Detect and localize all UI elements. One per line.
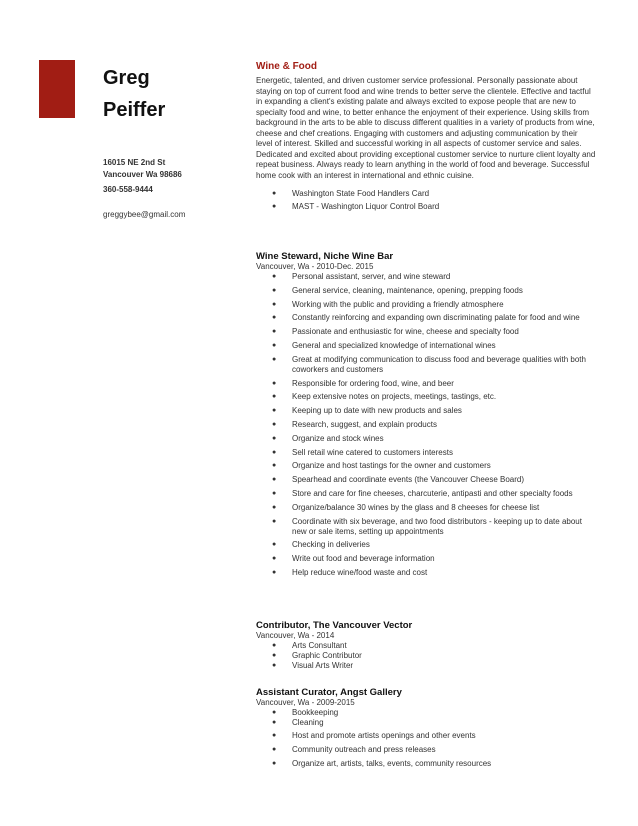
summary-section [256,61,596,215]
candidate-name [103,62,165,126]
list-item: ● Keeping up to date with new products and sales [272,406,462,416]
job-bullets [256,272,596,578]
address [103,157,182,181]
list-item: ● Store and care for fine cheeses, charcuterie, antipasti and other specialty foods [272,488,573,498]
last-name: Peiffer [103,99,166,121]
list-item: ● Help reduce wine/food waste and cost [272,567,428,577]
bullet: ● [272,448,277,456]
list-item: ● Organize/balance 30 wines by the glass and 8 cheeses for cheese list [272,502,540,512]
list-item: ● Passionate and enthusiastic for wine, cheese and specialty food [272,327,519,337]
bullet: ● [272,190,277,197]
email[interactable]: greggybee@gmail.com [103,210,186,219]
bullet: ● [272,407,277,415]
bullet: ● [272,489,277,497]
list-item: ● Graphic Contributor [272,651,362,660]
list-item: ● Personal assistant, server, and wine steward [272,272,451,281]
list-item: ● Sell retail wine catered to customers interests [272,447,453,457]
bullet: ● [272,759,277,767]
list-item: ● Host and promote artists openings and other events [272,731,476,740]
list-item: ● Cleaning [272,718,324,727]
bullet: ● [272,503,277,511]
job-meta: Vancouver, Wa - 2010-Dec. 2015 [256,262,374,271]
bullet: ● [272,328,277,336]
job-title: Assistant Curator, Angst Gallery [256,687,402,698]
bullet: ● [272,341,277,349]
bullet: ● [272,393,277,401]
list-item: ● Community outreach and press releases [272,744,436,754]
bullet: ● [272,732,277,739]
address-line-2: Vancouver Wa 98686 [103,170,182,179]
list-item: ● Organize and host tastings for the owner and customers [272,461,491,471]
job-bullets-tight [256,708,596,728]
list-item: ● Spearhead and coordinate events (the Vancouver Cheese Board) [272,475,525,485]
job-assistant-curator [256,687,596,772]
list-item: ● Organize art, artists, talks, events, community resources [272,758,492,768]
list-item: ● Arts Consultant [272,641,347,650]
bullet: ● [272,462,277,470]
phone: 360-558-9444 [103,185,153,194]
job-bullets [256,731,596,769]
bullet: ● [272,300,277,308]
bullet: ● [272,420,277,428]
list-item: ● General service, cleaning, maintenance, opening, prepping foods [272,285,523,295]
bullet: ● [272,541,277,549]
list-item: ● Write out food and beverage information [272,554,435,564]
job-meta: Vancouver, Wa - 2009-2015 [256,698,355,707]
list-item: ● Visual Arts Writer [272,661,354,670]
list-item: ● Working with the public and providing a friendly atmosphere [272,299,504,309]
summary-text: Energetic, talented, and driven customer service professional. Personally passionate about staying on top of current food and wine trends to better serve the clientele. Effective and tactful in expanding a client's existing palate and always excited to expose people that are new to specialty food and wine, to better enhance the enjoyment of their experience. Using skills from background in the arts to be able to discuss different qualities in a variety of products from wine, cheese and chef creations. Engaging with customers and adjusting communication by their level of interest. Skilled and successful working in all aspects of customer service and sales. Dedicated and excited about providing exceptional customer service to nurture client loyalty and repeat business. Always ready to learn anything in the world of food and beverage. Successful home cook with an interest in international and ethnic cuisine. [256,76,596,180]
first-name: Greg [103,67,150,89]
list-item: ● Great at modifying communication to discuss food and beverage qualities with both coworkers and customers [272,354,586,374]
accent-block [39,60,75,118]
bullet: ● [272,568,277,576]
certification-list [256,189,596,212]
bullet: ● [272,719,277,726]
list-item: ● Checking in deliveries [272,540,370,550]
bullet: ● [272,203,277,210]
bullet: ● [272,314,277,322]
job-title: Wine Steward, Niche Wine Bar [256,251,394,262]
list-item: ● Washington State Food Handlers Card [272,189,430,198]
job-contributor [256,620,596,671]
list-item: ● Research, suggest, and explain products [272,419,437,429]
list-item: ● Keep extensive notes on projects, meetings, tastings, etc. [272,392,497,402]
list-item: ● Responsible for ordering food, wine, and beer [272,378,454,388]
list-item: ● Coordinate with six beverage, and two food distributors - keeping up to date about new or sale items, setting up appointments [272,516,582,536]
job-bullets [256,641,596,671]
job-title: Contributor, The Vancouver Vector [256,620,413,631]
list-item: ● Organize and stock wines [272,433,384,443]
bullet: ● [272,355,277,363]
summary-title: Wine & Food [256,61,318,72]
bullet: ● [272,476,277,484]
list-item: ● Constantly reinforcing and expanding own discriminating palate for food and wine [272,313,580,323]
bullet: ● [272,555,277,563]
job-wine-steward [256,251,596,582]
bullet: ● [272,434,277,442]
bullet: ● [272,662,277,669]
bullet: ● [272,379,277,387]
bullet: ● [272,709,277,716]
list-item: ● General and specialized knowledge of international wines [272,340,496,350]
bullet: ● [272,642,277,649]
bullet: ● [272,745,277,753]
address-line-1: 16015 NE 2nd St [103,158,166,167]
bullet: ● [272,286,277,294]
bullet: ● [272,517,277,525]
bullet: ● [272,652,277,659]
list-item: ● Bookkeeping [272,708,339,717]
list-item: ● MAST - Washington Liquor Control Board [272,202,440,211]
job-meta: Vancouver, Wa - 2014 [256,631,335,640]
bullet: ● [272,273,277,280]
